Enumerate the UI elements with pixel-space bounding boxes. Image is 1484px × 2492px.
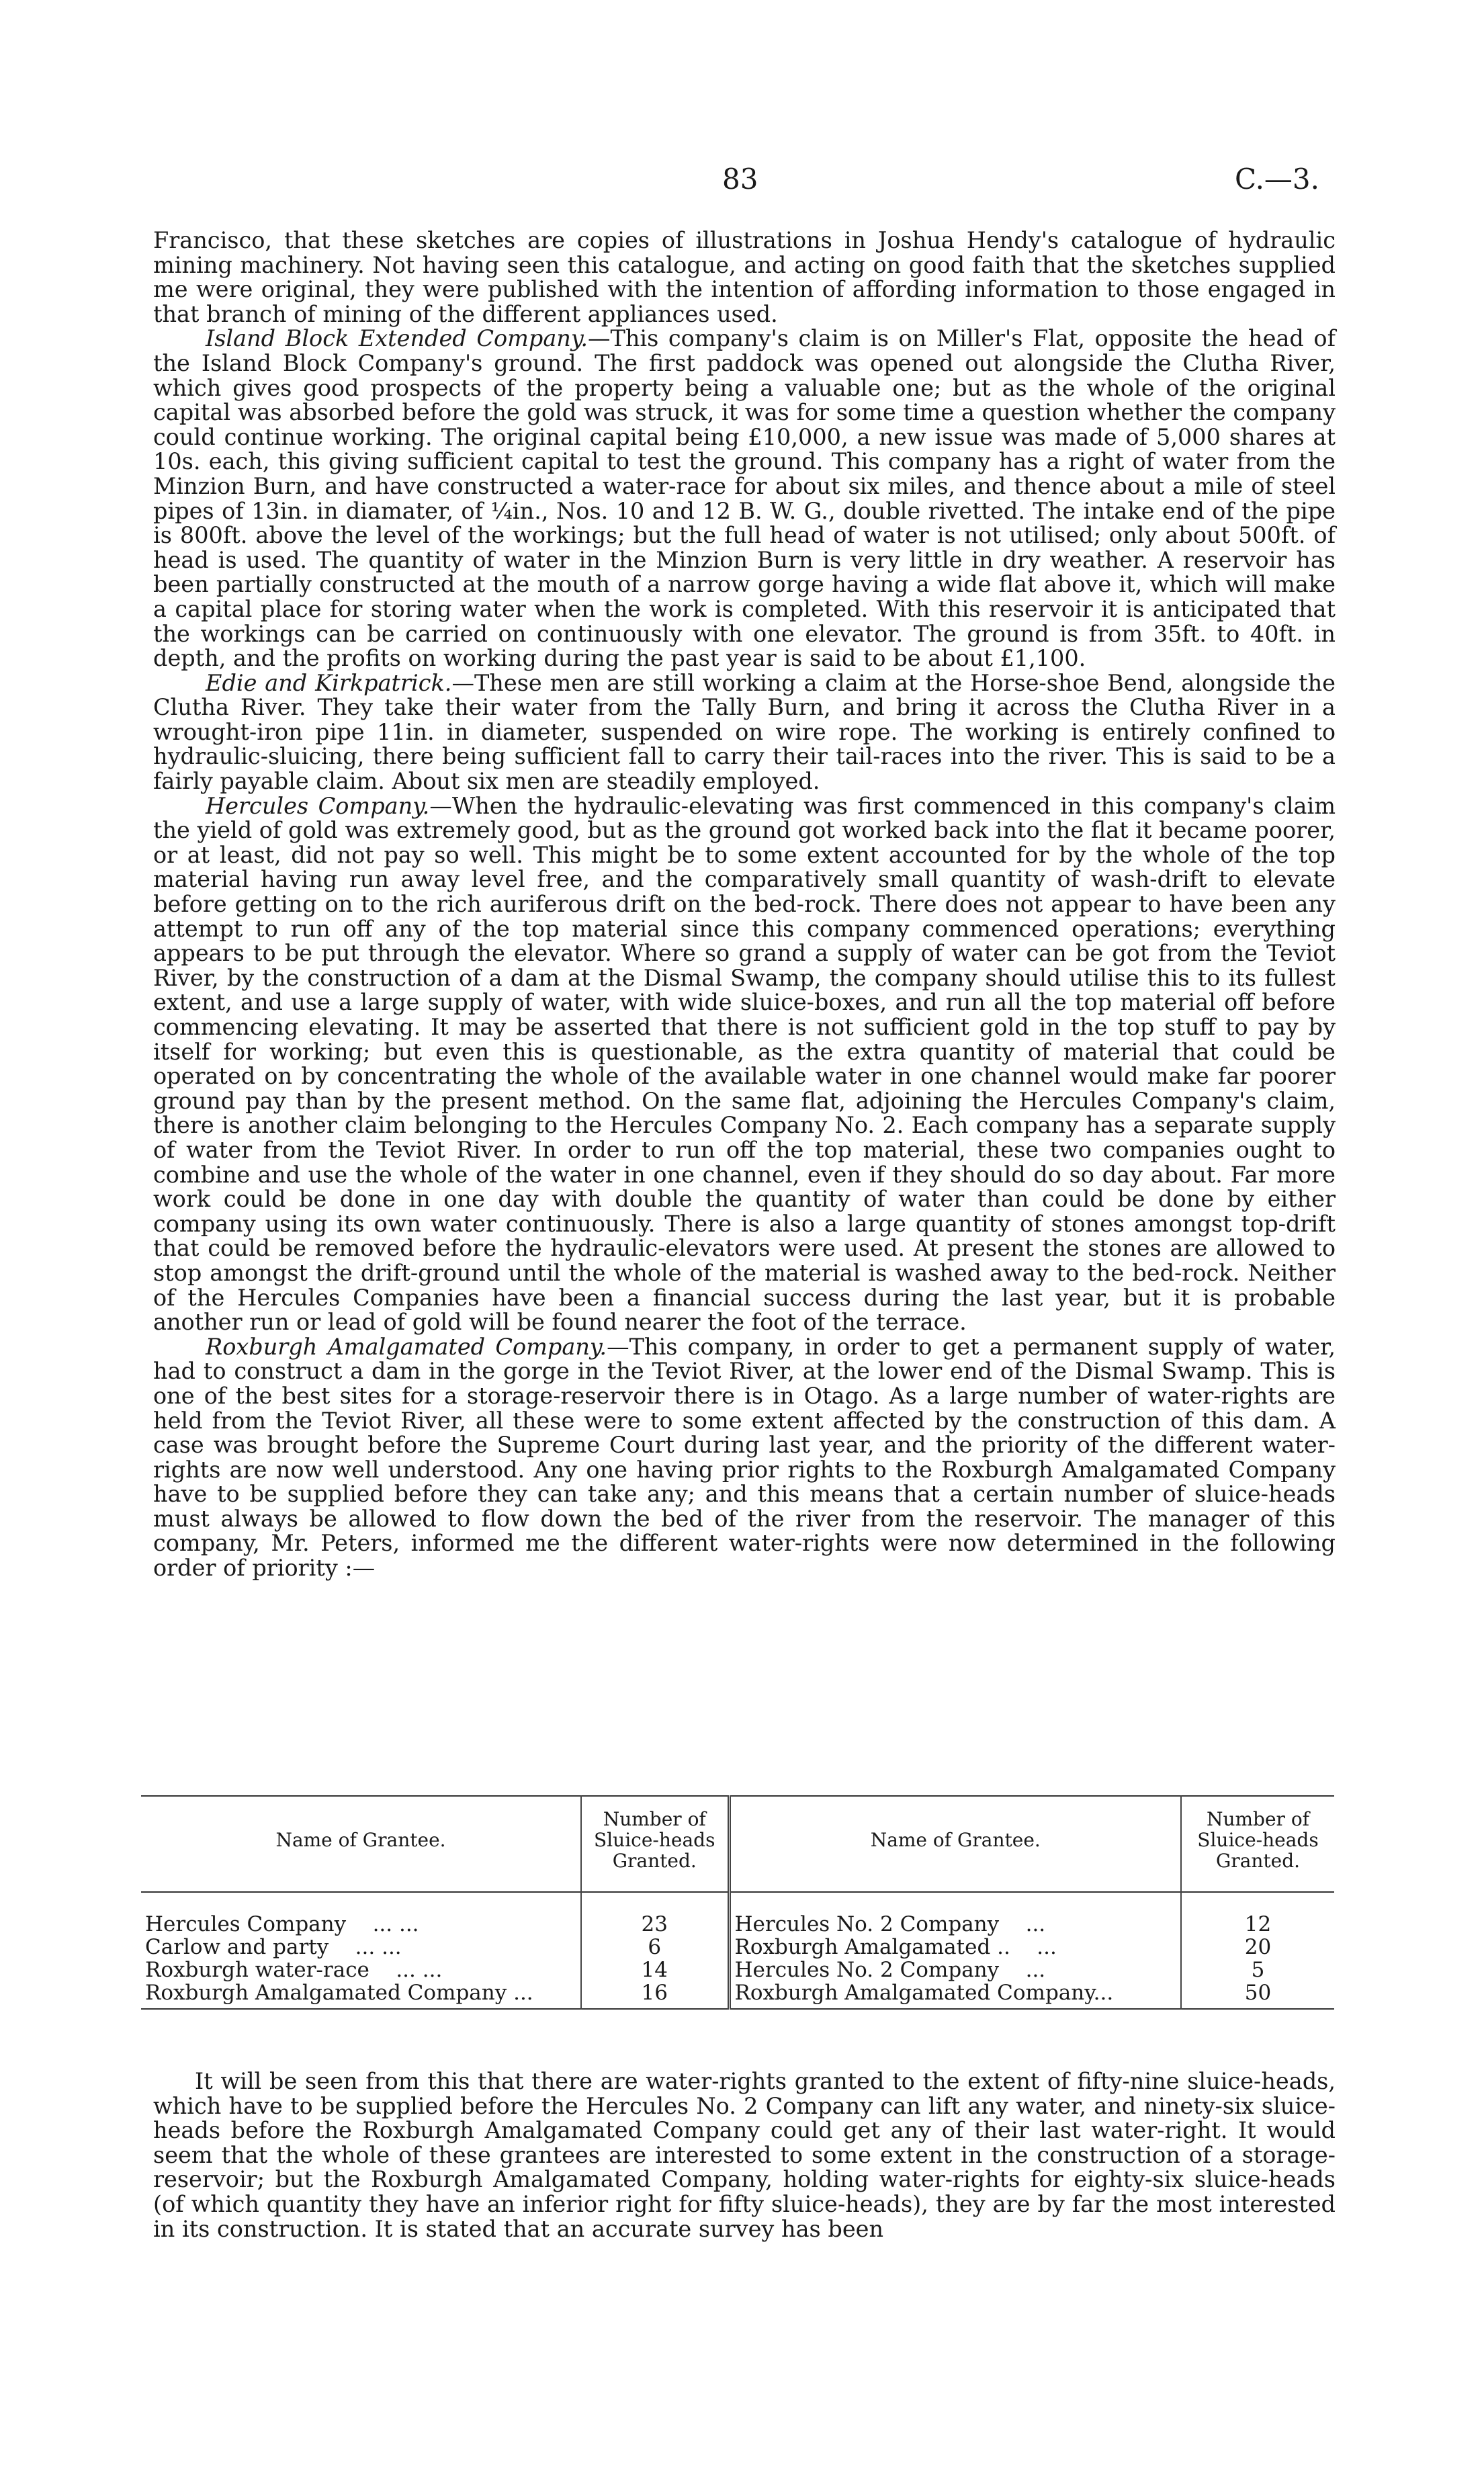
grantee-right: Hercules No. 2 Company ... bbox=[729, 1959, 1181, 1981]
header-name-right: Name of Grantee. bbox=[729, 1796, 1181, 1892]
sluice-heads-left: 16 bbox=[581, 1981, 729, 2009]
paragraph-text: —This company, in order to get a permanent supply of water, had to construct a dam in the gorge in the Teviot River, at the lower end of the Dismal Swamp. This is one of the best sites for a storage-reservoir there is in Otago. As a large number of water-rights are held from the Teviot River, all these were to some extent affected by the construction of this dam. A case was brought before the Supreme Court during last year, and the priority of the different water-rights are now well understood. Any one having prior rights to the Roxburgh Amalgamated Company have to be supplied before they can take any; and this means that a certain number of sluice-heads must always be allowed to flow down the bed of the river from the reservoir. The manager of this company, Mr. Peters, informed me the different water-rights were now determined in the following order of priority :— bbox=[153, 1333, 1336, 1582]
table-header-row bbox=[141, 1796, 1334, 1892]
paragraph-text: Francisco, that these sketches are copies of illustrations in Joshua Hendy's catalogue of hydraulic mining machinery. Not having seen this catalogue, and acting on good faith that the sketches supplied me were original, they were published with the intention of affording information to those engaged in that branch of mining of the different appliances used. bbox=[153, 227, 1336, 327]
paragraph-text: —These men are still working a claim at the Horse-shoe Bend, alongside the Clutha River. They take their water from the Tally Burn, and bring it across the Clutha River in a wrought-iron pipe 11in. in diameter, suspended on wire rope. The working is entirely confined to hydraulic-sluicing, there being sufficient fall to carry their tail-races into the river. This is said to be a fairly payable claim. About six men are steadily employed. bbox=[153, 669, 1336, 795]
paragraph-edie-kirkpatrick bbox=[153, 671, 1336, 794]
paragraph-text: —This company's claim is on Miller's Flat, opposite the head of the Island Block Company's ground. The first paddock was opened out alongside the Clutha River, which gives good prospects of the property being a valuable one; but as the whole of the original capital was absorbed before the gold was struck, it was for some time a question whether the company could continue working. The original capital being £10,000, a new issue was made of 5,000 shares at 10s. each, this giving sufficient capital to test the ground. This company has a right of water from the Minzion Burn, and have constructed a water-race for about six miles, and thence about a mile of steel pipes of 13in. in diamater, of ¼in., Nos. 10 and 12 B. W. G., double rivetted. The intake end of the pipe is 800ft. above the level of the workings; but the full head of water is not utilised; only about 500ft. of head is used. The quantity of water in the Minzion Burn is very little in dry weather. A reservoir has been partially constructed at the mouth of a narrow gorge having a wide flat above it, which will make a capital place for storing water when the work is completed. With this reservoir it is anticipated that the workings can be carried on continuously with one elevator. The ground is from 35ft. to 40ft. in depth, and the profits on working during the past year is said to be about £1,100. bbox=[153, 325, 1336, 672]
section-title: Island Block Extended Company. bbox=[206, 325, 588, 352]
table-row bbox=[141, 1936, 1334, 1959]
grantee-left: Hercules Company ... ... bbox=[145, 1912, 419, 1936]
sluice-heads-left: 6 bbox=[581, 1936, 729, 1959]
section-title: Hercules Company. bbox=[206, 792, 430, 819]
sluice-heads-right: 5 bbox=[1181, 1959, 1334, 1981]
sluice-heads-left: 14 bbox=[581, 1959, 729, 1981]
header-number-right: Number of Sluice-heads Granted. bbox=[1181, 1796, 1334, 1892]
grantee-left: Roxburgh water-race ... ... bbox=[145, 1958, 443, 1982]
sluice-heads-right: 50 bbox=[1181, 1981, 1334, 2009]
section-title: Roxburgh Amalgamated Company. bbox=[206, 1333, 607, 1360]
header-number-left: Number of Sluice-heads Granted. bbox=[581, 1796, 729, 1892]
table-row bbox=[141, 1981, 1334, 2009]
paragraph-island-block bbox=[153, 327, 1336, 671]
document-reference: C.—3. bbox=[1234, 163, 1319, 196]
page-number: 83 bbox=[722, 163, 758, 196]
paragraph-hercules bbox=[153, 794, 1336, 1335]
sluice-heads-right: 20 bbox=[1181, 1936, 1334, 1959]
table-row bbox=[141, 1959, 1334, 1981]
grantee-left: Carlow and party ... ... bbox=[145, 1935, 402, 1959]
header-name-left: Name of Grantee. bbox=[275, 1828, 446, 1851]
section-title: Edie and Kirkpatrick. bbox=[206, 669, 452, 696]
sluice-heads-right: 12 bbox=[1181, 1892, 1334, 1936]
paragraph-text: —When the hydraulic-elevating was first commenced in this company's claim the yield of gold was extremely good, but as the ground got worked back into the flat it became poorer, or at least, did not pay so well. This might be to some extent accounted for by the whole of the top material having run away level free, and the comparatively small quantity of wash-drift to elevate before getting on to the rich auriferous drift on the bed-rock. There does not appear to have been any attempt to run off any of the top material since this company commenced operations; everything appears to be put through the elevator. Where so grand a supply of water can be got from the Teviot River, by the construction of a dam at the Dismal Swamp, the company should utilise this to its fullest extent, and use a large supply of water, with wide sluice-boxes, and run all the top material off before commencing elevating. It may be asserted that there is not sufficient gold in the top stuff to pay by itself for working; but even this is questionable, as the extra quantity of material that could be operated on by concentrating the whole of the available water in one channel would make far poorer ground pay than by the present method. On the same flat, adjoining the Hercules Company's claim, there is another claim belonging to the Hercules Company No. 2. Each company has a separate supply of water from the Teviot River. In order to run off the top material, these two companies ought to combine and use the whole of the water in one channel, even if they should do so day about. Far more work could be done in one day with double the quantity of water than could be done by either company using its own water continuously. There is also a large quantity of stones amongst top-drift that could be removed before the hydraulic-elevators were used. At present the stones are allowed to stop amongst the drift-ground until the whole of the material is washed away to the bed-rock. Neither of the Hercules Companies have been a financial success during the last year, but it is probable another run or lead of gold will be found nearer the foot of the terrace. bbox=[153, 792, 1336, 1336]
sluice-heads-left: 23 bbox=[581, 1892, 729, 1936]
closing-text bbox=[153, 2069, 1336, 2241]
paragraph-roxburgh bbox=[153, 1335, 1336, 1581]
closing-paragraph: It will be seen from this that there are water-rights granted to the extent of fifty-nine sluice-heads, which have to be supplied before the Hercules No. 2 Company can lift any water, and ninety-six sluice-heads before the Roxburgh Amalgamated Company could get any of their last water-right. It would seem that the whole of these grantees are interested to some extent in the construction of a storage-reservoir; but the Roxburgh Amalgamated Company, holding water-rights for eighty-six sluice-heads (of which quantity they have an inferior right for fifty sluice-heads), they are by far the most interested in its construction. It is stated that an accurate survey has been bbox=[153, 2068, 1336, 2242]
grantee-left: Roxburgh Amalgamated Company ... bbox=[145, 1981, 533, 2005]
grantee-right: Roxburgh Amalgamated .. ... bbox=[729, 1936, 1181, 1959]
grantee-right: Hercules No. 2 Company ... bbox=[729, 1892, 1181, 1936]
paragraph-1 bbox=[153, 228, 1336, 327]
grantee-right: Roxburgh Amalgamated Company... bbox=[729, 1981, 1181, 2009]
body-text bbox=[153, 228, 1336, 1581]
water-rights-table bbox=[141, 1795, 1334, 2010]
table-row bbox=[141, 1892, 1334, 1936]
